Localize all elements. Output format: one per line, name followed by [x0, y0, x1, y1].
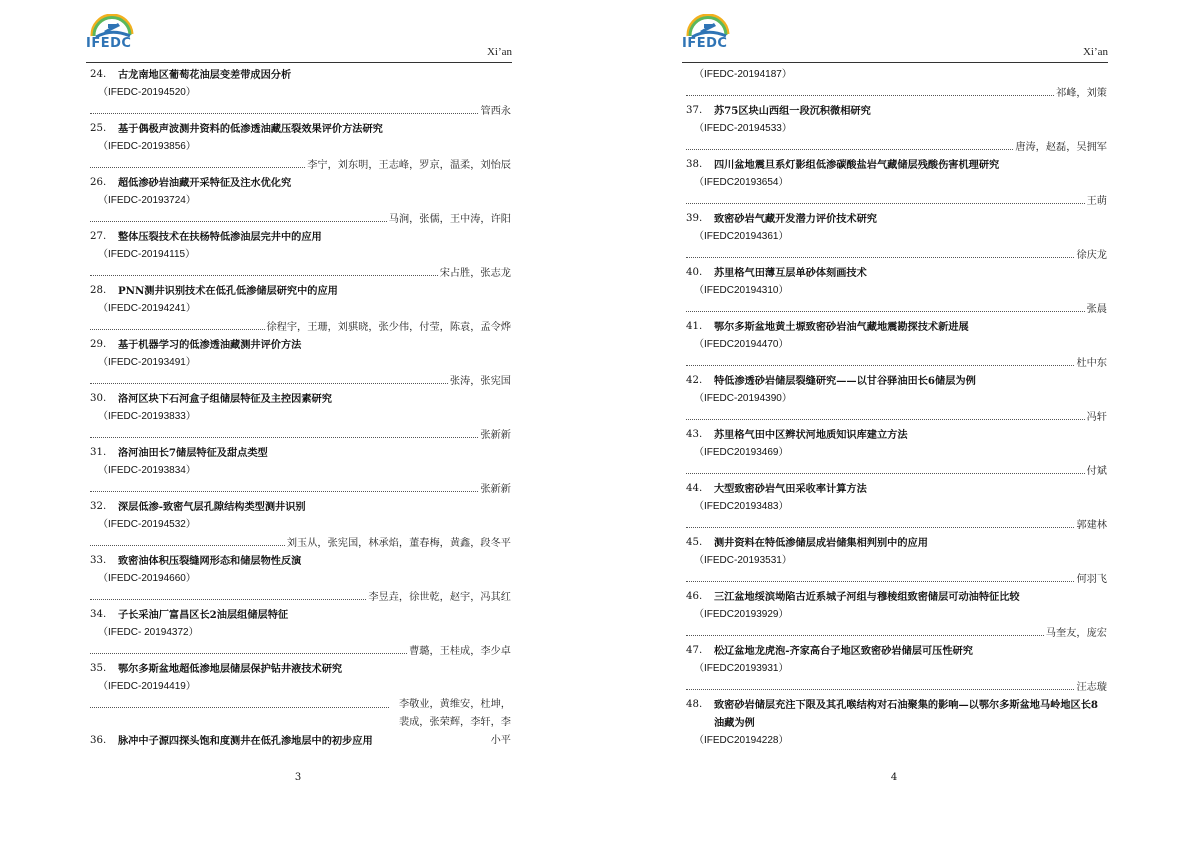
toc-entry-title: 26. 超低渗砂岩油藏开采特征及注水优化究 — [90, 177, 292, 189]
toc-entry-authors: 李敬业，黄维安，杜坤，裴成，张荣辉，李轩，李小平 — [90, 696, 511, 732]
toc-entry-code: （IFEDC-20193856） — [98, 141, 196, 152]
toc-entry-title: 42. 特低渗透砂岩储层裂缝研究——以甘谷驿油田长6储层为例 — [686, 375, 976, 387]
logo-text: IFEDC — [682, 36, 728, 51]
toc-entry-code: （IFEDC-20194520） — [98, 87, 196, 98]
toc-entry-title: 30. 洛河区块下石河盒子组储层特征及主控因素研究 — [90, 393, 332, 405]
toc-entry-code: （IFEDC20193469） — [694, 447, 789, 458]
toc-entry-authors: 张新新 — [90, 426, 511, 444]
toc-entry-code: （IFEDC20193931） — [694, 663, 789, 674]
toc-entry-authors: 李宁，刘东明，王志峰，罗京，温柔，刘怡辰 — [90, 156, 511, 174]
toc-entry-authors: 刘玉从，张宪国，林承焰，董春梅，黄鑫，段冬平 — [90, 534, 511, 552]
toc-entry-title: 27. 整体压裂技术在扶杨特低渗油层完井中的应用 — [90, 231, 322, 243]
toc-entry-title: 43. 苏里格气田中区辫状河地质知识库建立方法 — [686, 429, 908, 441]
toc-entry-code: （IFEDC20194310） — [694, 285, 789, 296]
toc-entry-authors: 李昱垚，徐世乾，赵宇，冯其红 — [90, 588, 511, 606]
toc-entry-code: （IFEDC-20194660） — [98, 573, 196, 584]
toc-entry-authors: 何羽飞 — [686, 570, 1107, 588]
toc-entry-authors: 马涧，张儒，王中涛，许阳 — [90, 210, 511, 228]
header-city: Xi’an — [1082, 46, 1108, 58]
toc-entry-title: 31. 洛河油田长7储层特征及甜点类型 — [90, 447, 268, 459]
toc-entry-authors: 徐程宇，王珊，刘骐晓，张少伟，付莹，陈袁，孟令烨 — [90, 318, 511, 336]
toc-entry-code: （IFEDC-20194533） — [694, 123, 792, 134]
logo-text: IFEDC — [86, 36, 132, 51]
toc-entry-code: （IFEDC20194361） — [694, 231, 789, 242]
toc-entry-authors: 张涛，张宪国 — [90, 372, 511, 390]
toc-entry-code: （IFEDC-20194390） — [694, 393, 792, 404]
toc-entry-code: （IFEDC20193654） — [694, 177, 789, 188]
toc-entry-authors: 郭建林 — [686, 516, 1107, 534]
page-number: 4 — [890, 772, 898, 783]
header-city: Xi’an — [486, 46, 512, 58]
toc-entry-authors: 王萌 — [686, 192, 1107, 210]
page-right — [596, 0, 1192, 842]
toc-entry-authors: 汪志璇 — [686, 678, 1107, 696]
toc-entry-authors: 曹璐，王桂成，李少卓 — [90, 642, 511, 660]
toc-entry-title: 38. 四川盆地震旦系灯影组低渗碳酸盐岩气藏储层残酸伤害机理研究 — [686, 159, 1000, 171]
toc-entry-code: （IFEDC- 20194372） — [98, 627, 199, 638]
toc-entry-title: 37. 苏75区块山西组一段沉积微相研究 — [686, 105, 871, 117]
toc-entry-authors: 唐涛，赵磊，吴拥军 — [686, 138, 1107, 156]
header-rule — [86, 62, 512, 63]
toc-entry-code: （IFEDC20193483） — [694, 501, 789, 512]
toc-entry-title: 47. 松辽盆地龙虎泡-齐家高台子地区致密砂岩储层可压性研究 — [686, 645, 973, 657]
toc-entry-title: 41. 鄂尔多斯盆地黄土塬致密砂岩油气藏地震勘探技术新进展 — [686, 321, 969, 333]
toc-entry-title: 40. 苏里格气田薄互层单砂体刻画技术 — [686, 267, 867, 279]
toc-entry-title: 44. 大型致密砂岩气田采收率计算方法 — [686, 483, 867, 495]
toc-entry-code: （IFEDC-20194187） — [694, 69, 792, 80]
toc-entry-title: 29. 基于机器学习的低渗透油藏测井评价方法 — [90, 339, 302, 351]
toc-entry-authors: 徐庆龙 — [686, 246, 1107, 264]
ifedc-logo — [680, 14, 750, 50]
toc-entry-code: （IFEDC-20194419） — [98, 681, 196, 692]
toc-entry-title: 35. 鄂尔多斯盆地超低渗地层储层保护钻井液技术研究 — [90, 663, 343, 675]
toc-list — [686, 66, 1107, 750]
toc-entry-authors: 祁峰，刘策 — [686, 84, 1107, 102]
toc-entry-code: （IFEDC-20194241） — [98, 303, 196, 314]
toc-entry-title: 39. 致密砂岩气藏开发潜力评价技术研究 — [686, 213, 877, 225]
toc-entry-code: （IFEDC-20193491） — [98, 357, 196, 368]
toc-entry-title: 46. 三江盆地绥滨坳陷古近系城子河组与穆棱组致密储层可动油特征比较 — [686, 591, 1020, 603]
toc-entry-authors: 张新新 — [90, 480, 511, 498]
toc-list — [90, 66, 511, 750]
toc-entry-title: 32. 深层低渗-致密气层孔隙结构类型测井识别 — [90, 501, 306, 513]
toc-entry-authors: 冯轩 — [686, 408, 1107, 426]
toc-entry-title: 36. 脉冲中子源四探头饱和度测井在低孔渗地层中的初步应用 — [90, 735, 373, 747]
toc-entry-title: 33. 致密油体积压裂缝网形态和储层物性反演 — [90, 555, 302, 567]
toc-entry-authors: 张晨 — [686, 300, 1107, 318]
toc-entry-code: （IFEDC-20193724） — [98, 195, 196, 206]
toc-entry-authors: 管西永 — [90, 102, 511, 120]
ifedc-logo — [84, 14, 154, 50]
toc-entry-title: 45. 测井资料在特低渗储层成岩储集相判别中的应用 — [686, 537, 928, 549]
toc-entry-code: （IFEDC-20193834） — [98, 465, 196, 476]
toc-entry-title: 24. 古龙南地区葡萄花油层变差带成因分析 — [90, 69, 292, 81]
toc-entry-authors: 杜中东 — [686, 354, 1107, 372]
toc-entry-code: （IFEDC20193929） — [694, 609, 789, 620]
toc-entry-authors: 马奎友，庞宏 — [686, 624, 1107, 642]
toc-entry-code: （IFEDC20194470） — [694, 339, 789, 350]
toc-entry-code: （IFEDC-20193833） — [98, 411, 196, 422]
toc-entry-code: （IFEDC-20193531） — [694, 555, 792, 566]
header-rule — [682, 62, 1108, 63]
toc-entry-authors: 宋占胜，张志龙 — [90, 264, 511, 282]
toc-entry-title: 25. 基于偶极声波测井资料的低渗透油藏压裂效果评价方法研究 — [90, 123, 383, 135]
toc-entry-title: 34. 子长采油厂富昌区长2油层组储层特征 — [90, 609, 289, 621]
page-number: 3 — [294, 772, 302, 783]
toc-entry-title: 48. 致密砂岩储层充注下限及其孔喉结构对石油聚集的影响—以鄂尔多斯盆地马岭地区长8油藏为例 — [686, 699, 1099, 729]
toc-entry-code: （IFEDC-20194532） — [98, 519, 196, 530]
toc-entry-code: （IFEDC20194228） — [694, 735, 789, 746]
toc-entry-title: 28. PNN测井识别技术在低孔低渗储层研究中的应用 — [90, 285, 338, 297]
toc-entry-code: （IFEDC-20194115） — [98, 249, 196, 260]
toc-entry-authors: 付斌 — [686, 462, 1107, 480]
